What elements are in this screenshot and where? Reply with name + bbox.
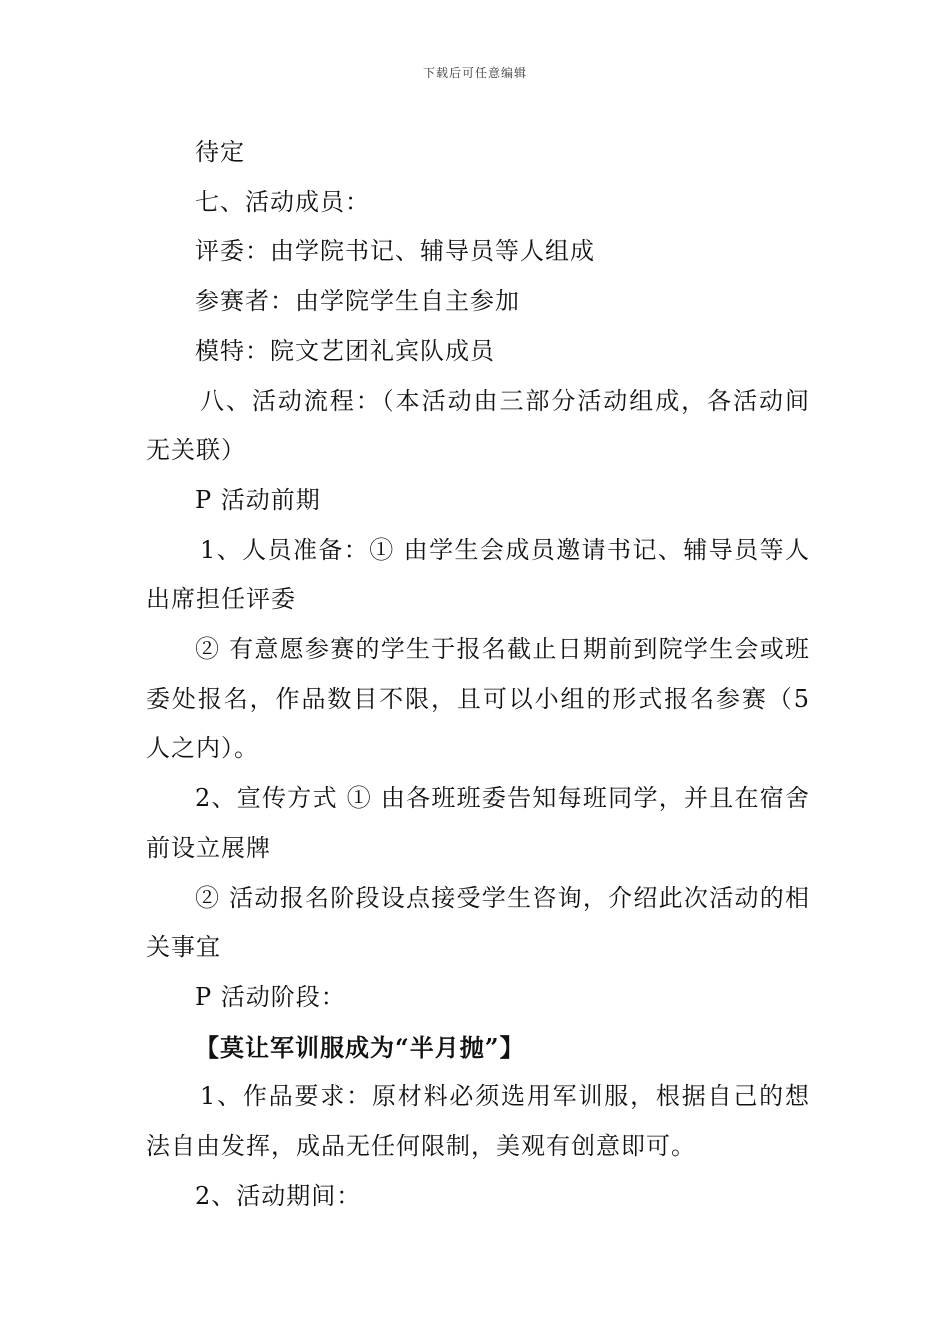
paragraph-pending: 待定	[195, 138, 245, 166]
paragraph-registration: ② 有意愿参赛的学生于报名截止日期前到院学生会或班委处报名，作品数目不限，且可以小组的形式报名参赛（5人之内）。	[146, 635, 810, 763]
subheading-activity-stage: P 活动阶段：	[195, 982, 346, 1011]
paragraph-activity-period: 2、活动期间：	[195, 1181, 362, 1210]
subheading-pre-activity: P 活动前期	[195, 485, 321, 514]
paragraph-consultation: ② 活动报名阶段设点接受学生咨询，介绍此次活动的相关事宜	[146, 883, 810, 962]
paragraph-participants: 参赛者：由学院学生自主参加	[195, 287, 520, 316]
paragraph-models: 模特：院文艺团礼宾队成员	[195, 336, 495, 365]
paragraph-staff-preparation: 1、人员准备：① 由学生会成员邀请书记、辅导员等人出席担任评委	[146, 535, 810, 614]
page-header-note: 下载后可任意编辑	[422, 66, 527, 80]
paragraph-judges: 评委：由学院书记、辅导员等人组成	[195, 237, 595, 266]
activity-title: 【莫让军训服成为“半月抛”】	[195, 1032, 525, 1062]
section-heading-members: 七、活动成员：	[195, 187, 370, 216]
document-body	[146, 128, 810, 1221]
paragraph-work-requirements: 1、作品要求：原材料必须选用军训服，根据自己的想法自由发挥，成品无任何限制，美观有创意即可。	[146, 1082, 810, 1161]
paragraph-publicity: 2、宣传方式 ① 由各班班委告知每班同学，并且在宿舍前设立展牌	[146, 784, 810, 862]
section-heading-process: 八、活动流程：（本活动由三部分活动组成，各活动间无关联）	[146, 386, 810, 465]
